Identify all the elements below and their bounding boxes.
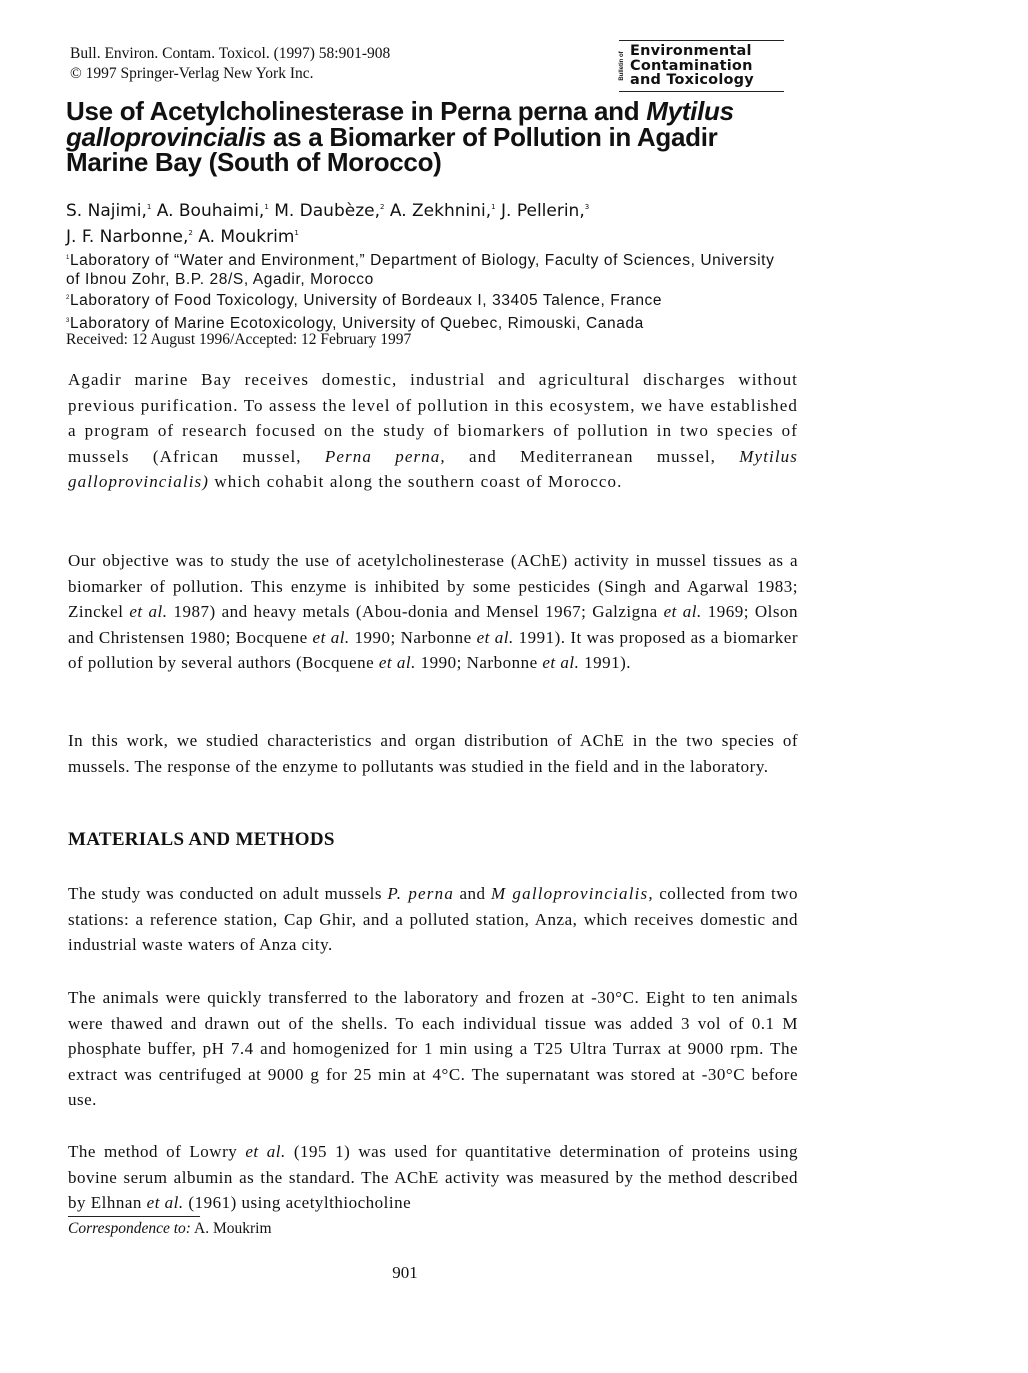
title-italic: Mytilus galloprovincialis bbox=[66, 96, 734, 152]
author-sup: 3 bbox=[584, 203, 590, 211]
paragraph-intro-2: Our objective was to study the use of acetylcholinesterase (AChE) activity in mussel tissues as a biomarker of pollution. This enzyme is inhibited by some pesticides (Singh and Agarwal 1983; Zinckel et al. 1987) and heavy metals (Abou-donia and Mensel 1967; Galzigna et al. 1969; Olson and Christensen 1980; Bocquene et al. 1990; Narbonne et al. 1991). It was proposed as a biomarker of pollution by several authors (Bocquene et al. 1990; Narbonne et al. 1991). bbox=[68, 551, 799, 673]
author: J. F. Narbonne, bbox=[66, 227, 189, 247]
affiliation-sup: 2 bbox=[66, 295, 70, 301]
citation-line-2: © 1997 Springer-Verlag New York Inc. bbox=[70, 65, 314, 82]
correspondence-label: Correspondence to: bbox=[68, 1220, 191, 1237]
author: M. Daubèze, bbox=[274, 201, 380, 221]
affiliations bbox=[66, 249, 786, 333]
author-sup: 2 bbox=[188, 229, 193, 237]
affiliation bbox=[66, 249, 786, 289]
citation-line-1: Bull. Environ. Contam. Toxicol. (1997) 58:901-908 bbox=[70, 45, 391, 62]
received-dates: Received: 12 August 1996/Accepted: 12 February 1997 bbox=[66, 331, 412, 348]
author: S. Najimi, bbox=[66, 201, 147, 221]
author: J. Pellerin, bbox=[501, 201, 585, 221]
author-sup: 1 bbox=[146, 203, 152, 211]
section-heading: MATERIALS AND METHODS bbox=[68, 829, 335, 850]
title-text-1: Use of Acetylcholinesterase in Perna perna and bbox=[66, 96, 647, 126]
journal-logo-side-label: Bulletin of bbox=[619, 51, 625, 81]
paragraph-methods-2: The animals were quickly transferred to the laboratory and frozen at -30°C. Eight to ten animals were thawed and drawn out of the shells. To each individual tissue was added 3 vol of 0.1 M phosphate buffer, pH 7.4 and homogenized for 1 min using a T25 Ultra Turrax at 9000 rpm. The extract was centrifuged at 9000 g for 25 min at 4°C. The supernatant was stored at -30°C before use. bbox=[68, 988, 798, 1110]
affiliation bbox=[66, 312, 786, 333]
affiliation-sup: 1 bbox=[66, 255, 70, 261]
species-italic: Mytilus galloprovincialis) bbox=[68, 446, 798, 492]
author-sup: 1 bbox=[294, 229, 299, 237]
page-number: 901 bbox=[392, 1263, 418, 1282]
affiliation-text: Laboratory of Food Toxicology, University of Bordeaux I, 33405 Talence, France bbox=[69, 292, 663, 309]
author: A. Bouhaimi, bbox=[156, 201, 265, 221]
paragraph-methods-1: The study was conducted on adult mussels P. perna and M galloprovincialis, collected from two stations: a reference station, Cap Ghir, and a polluted station, Anza, which receives domestic and industrial waste waters of Anza city. bbox=[68, 884, 798, 955]
author: A. Zekhnini, bbox=[389, 201, 492, 221]
affiliation-text: Laboratory of Marine Ecotoxicology, University of Quebec, Rimouski, Canada bbox=[69, 315, 644, 332]
species-italic: Perna perna, bbox=[324, 446, 446, 466]
citation bbox=[70, 44, 390, 84]
journal-logo-line-1: Environmental bbox=[630, 43, 752, 59]
journal-logo-line-3: and Toxicology bbox=[630, 72, 754, 88]
paragraph-methods-3: The method of Lowry et al. (195 1) was used for quantitative determination of proteins using bovine serum albumin as the standard. The AChE activity was measured by the method described by Elhnan et al. (1961) using acetylthiocholine bbox=[68, 1142, 799, 1213]
paragraph-intro-1: Agadir marine Bay receives domestic, industrial and agricultural discharges without previous purification. To assess the level of pollution in this ecosystem, we have established a program of research focused on the study of biomarkers of pollution in two species of mussels (African mussel, Perna perna, and Mediterranean mussel, Mytilus galloprovincialis) which cohabit along the southern coast of Morocco. bbox=[68, 370, 798, 492]
correspondence-name: A. Moukrim bbox=[194, 1220, 272, 1237]
author-sup: 1 bbox=[491, 203, 496, 211]
affiliation bbox=[66, 289, 786, 310]
affiliation-text: Laboratory of “Water and Environment,” Department of Biology, Faculty of Sciences, University of Ibnou Zohr, B.P. 28/S, Agadir, Morocco bbox=[66, 252, 775, 288]
article-title bbox=[66, 96, 786, 177]
author-sup: 2 bbox=[380, 203, 385, 211]
author-sup: 1 bbox=[264, 203, 269, 211]
paragraph-intro-3: In this work, we studied characteristics and organ distribution of AChE in the two species of mussels. The response of the enzyme to pollutants was studied in the field and in the laboratory. bbox=[68, 731, 798, 776]
title-text-2: as a Biomarker of Pollution in Agadir Marine Bay (South of Morocco) bbox=[66, 121, 718, 177]
author: A. Moukrim bbox=[198, 227, 295, 247]
journal-logo-line-2: Contamination bbox=[630, 57, 753, 74]
author-list bbox=[66, 196, 589, 248]
journal-logo bbox=[619, 40, 784, 92]
footnote-divider bbox=[68, 1216, 200, 1217]
correspondence-note bbox=[68, 1220, 272, 1238]
affiliation-sup: 3 bbox=[66, 318, 70, 324]
